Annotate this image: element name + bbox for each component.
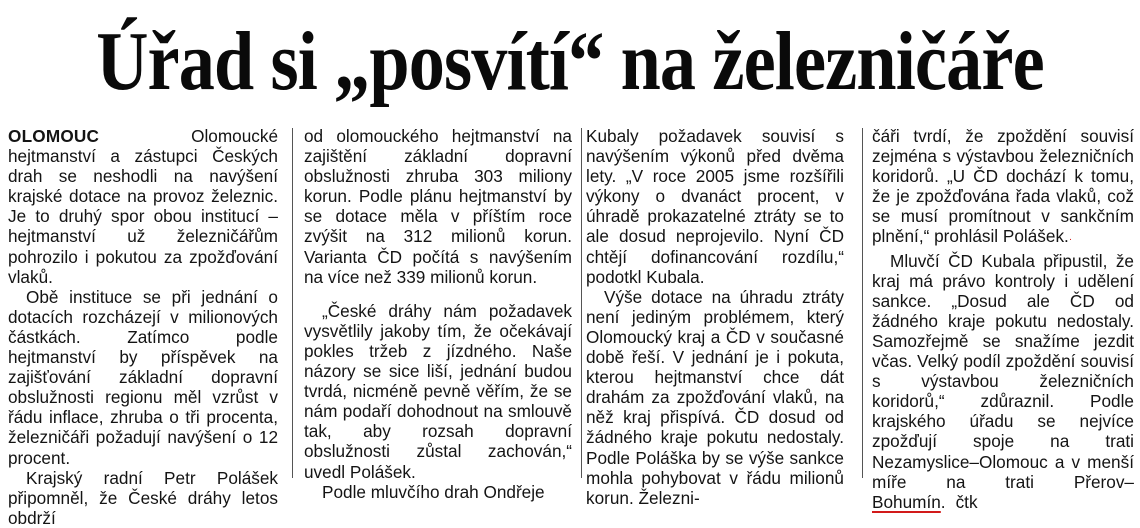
paragraph: [872, 126, 1134, 251]
underlined-word: Bohumín: [872, 491, 941, 512]
red-ink-mark: ·: [1068, 234, 1073, 246]
column-1: [8, 126, 278, 528]
paragraph: „České dráhy nám požadavek vysvětlily jakoby tím, že očekávají pokles tržeb z jízdného. Naše názory se sice liší, jednání budou tvrdá, nicméně pevně věřím, že se nám podaří dohodnout na smlouvě tak, aby rozsah dopravní obslužnosti zůstal zachován,“ uvedl Polášek.: [304, 300, 572, 482]
column-divider: [581, 128, 582, 478]
paragraph: Výše dotace na úhradu ztráty není jediným problémem, který Olomoucký kraj a ČD v současné době řeší. V jednání je i pokuta, kterou hejtmanství chce dát drahám za zpožďování vlaků, na něž kraj přispívá. ČD dosud od žádného kraje pokutu nedostaly. Podle Poláška by se výše sankce mohla pohybovat v řádu milionů korun. Železni-: [586, 286, 844, 508]
author-signature: čtk: [955, 491, 978, 512]
paragraph: Krajský radní Petr Polášek připomněl, že České dráhy letos obdrží: [8, 467, 278, 528]
paragraph: Kubaly požadavek souvisí s navýšením výkonů před dvěma lety. „V roce 2005 jsme rozšířili výkony o dvanáct procent, v úhradě prokazatelné ztráty se to ale dosud neprojevilo. Nyní ČD chtějí dofinancování rozdílu,“ podotkl Kubala.: [586, 126, 844, 287]
paragraph-text: .: [940, 491, 946, 512]
paragraph-text: čáři tvrdí, že zpoždění souvisí zejména s výstavbou železničních koridorů. „U ČD dochází k tomu, že je zpožďována řada vlaků, což se musí promítnout v sankčním plnění,“ prohlásil Polášek.: [872, 126, 1134, 247]
column-2: [304, 126, 572, 502]
column-4: [872, 126, 1134, 512]
paragraph: [872, 251, 1134, 512]
paragraph-text: Olomoucké hejtmanství a zástupci Českých drah se neshodli na navýšení krajské dotace na provoz železnic. Je to druhý spor obou institucí – hejtmanství už železničářům pohrozilo i pokutou za zpožďování vlaků.: [8, 126, 278, 287]
column-divider: [862, 128, 863, 478]
column-divider: [292, 128, 293, 478]
paragraph: [8, 126, 278, 287]
headline: Úřad si „posvítí“ na železničáře: [96, 15, 1044, 108]
article-body: [8, 126, 1134, 528]
dateline: OLOMOUC: [8, 126, 100, 146]
paragraph: Obě instituce se při jednání o dotacích rozcházejí v milionových částkách. Zatímco podle hejtmanství by příspěvek na zajišťování základní dopravní obslužnosti regionu měl vzrůst v řádu inflace, zhruba o tři procenta, železničáři požadují navýšení o 12 procent.: [8, 286, 278, 468]
column-3: [586, 126, 844, 508]
paragraph: od olomouckého hejtmanství na zajištění základní dopravní obslužnosti zhruba 303 miliony korun. Podle plánu hejtmanství by se dotace měla v příštím roce zvýšit na 312 milionů korun. Varianta ČD počítá s navýšením na více než 339 milionů korun.: [304, 126, 572, 287]
paragraph: Podle mluvčího drah Ondřeje: [322, 481, 545, 502]
paragraph-text: Mluvčí ČD Kubala připustil, že kraj má právo kontroly i udělení sankce. „Dosud ale ČD od žádného kraje pokutu nedostaly. Samozřejmě se snažíme jezdit včas. Velký podíl zpoždění souvisí s výstavbou železničních koridorů,“ zdůraznil. Podle krajského úřadu se nejvíce zpožďují spoje na trati Nezamyslice–Olomouc a v menší míře na trati Přerov–: [872, 250, 1134, 492]
